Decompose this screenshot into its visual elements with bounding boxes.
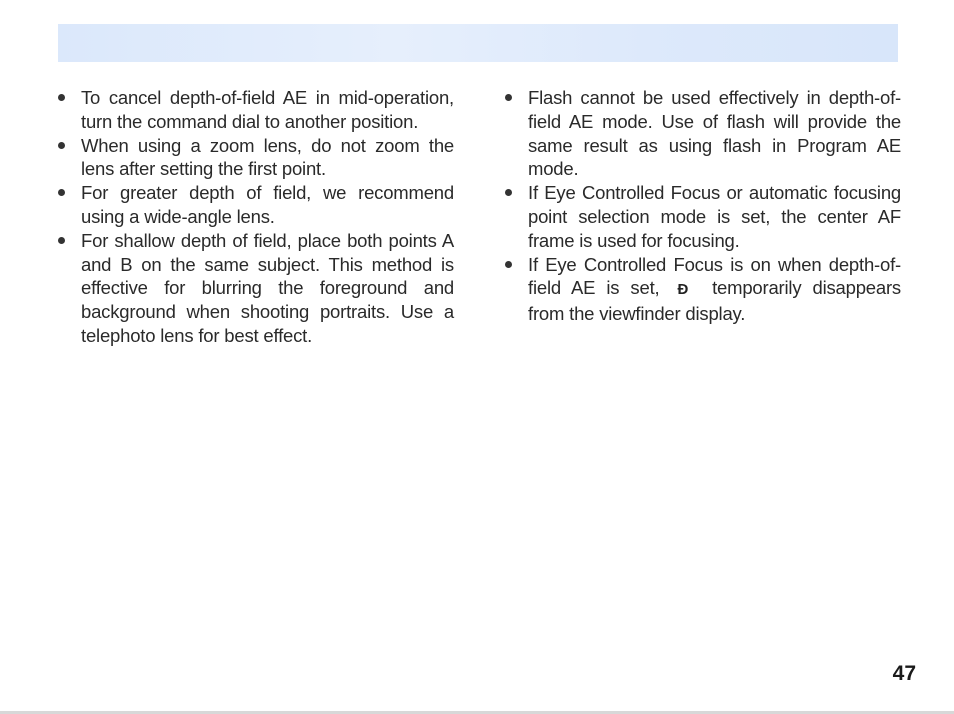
bullet-icon bbox=[58, 142, 65, 149]
list-item-text: To cancel depth-of-field AE in mid-operation, turn the command dial to another position. bbox=[81, 87, 454, 132]
list-item-text: Flash cannot be used effectively in depth-of-field AE mode. Use of flash will provide the same result as using flash in Program AE mode. bbox=[528, 87, 901, 180]
header-band bbox=[58, 24, 898, 62]
left-column bbox=[58, 86, 454, 348]
list-item bbox=[505, 181, 901, 252]
bullet-icon bbox=[505, 189, 512, 196]
list-item bbox=[58, 86, 454, 134]
list-item bbox=[58, 181, 454, 229]
list-item bbox=[58, 229, 454, 348]
bullet-icon bbox=[58, 189, 65, 196]
bullet-icon bbox=[58, 237, 65, 244]
list-item-text: When using a zoom lens, do not zoom the lens after setting the first point. bbox=[81, 134, 454, 180]
page-number: 47 bbox=[892, 662, 916, 685]
list-item bbox=[58, 134, 454, 182]
bullet-icon bbox=[505, 261, 512, 268]
list-item-text: If Eye Controlled Focus or automatic focusing point selection mode is set, the center AF frame is used for focusing. bbox=[528, 182, 901, 251]
list-item-text: For greater depth of field, we recommend using a wide-angle lens. bbox=[81, 182, 454, 227]
list-item-text: For shallow depth of field, place both points A and B on the same subject. This method is effective for blurring the foreground and background when shooting portraits. Use a telephoto lens for best effect. bbox=[81, 229, 454, 346]
list-item bbox=[505, 253, 901, 326]
list-item bbox=[505, 86, 901, 181]
eye-focus-symbol-icon: Ð bbox=[677, 281, 689, 299]
bullet-icon bbox=[58, 94, 65, 101]
bullet-icon bbox=[505, 94, 512, 101]
list-item-text-after: temporarily disappears from the viewfinder display. bbox=[528, 277, 901, 325]
right-column bbox=[505, 86, 901, 326]
list-item-text-before: If Eye Controlled Focus is on when depth-of-field AE is set, bbox=[528, 253, 901, 299]
